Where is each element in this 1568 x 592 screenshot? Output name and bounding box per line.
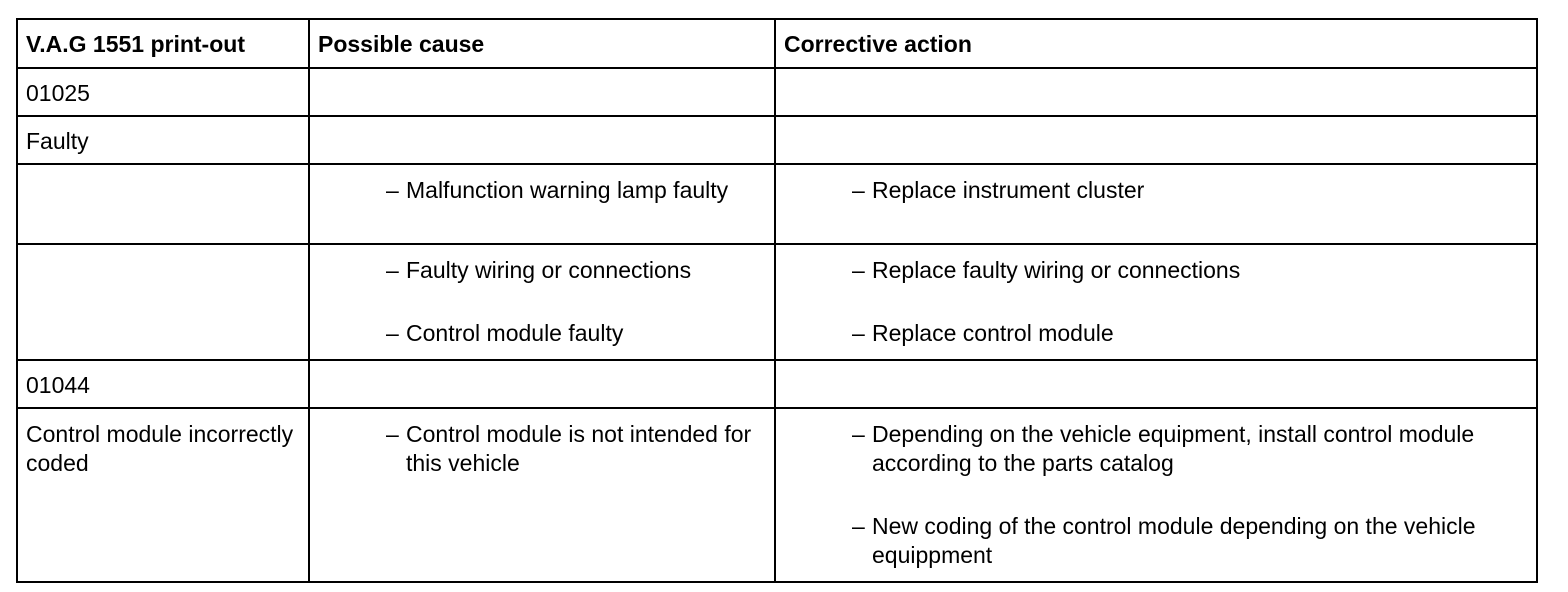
table-row — [17, 116, 1537, 164]
cause-text: Control module is not intended for this vehicle — [406, 421, 752, 476]
table-row — [17, 244, 1537, 360]
action-text: Replace instrument cluster — [872, 177, 1145, 203]
action-cell — [775, 360, 1537, 408]
cause-list — [318, 256, 766, 348]
action-list — [784, 176, 1528, 205]
header-printout: V.A.G 1551 print-out — [17, 19, 309, 68]
cause-text: Faulty wiring or connections — [406, 257, 692, 283]
printout-cell — [17, 164, 309, 244]
cause-text: Malfunction warning lamp faulty — [406, 177, 729, 203]
header-possible-cause: Possible cause — [309, 19, 775, 68]
action-item — [784, 256, 1528, 285]
cause-item — [318, 256, 766, 285]
cause-item — [318, 176, 766, 205]
dash-bullet: – — [852, 513, 865, 539]
cause-item — [318, 319, 766, 348]
printout-cell: Faulty — [17, 116, 309, 164]
action-cell — [775, 68, 1537, 116]
action-item — [784, 420, 1528, 478]
cause-cell — [309, 68, 775, 116]
table-row — [17, 360, 1537, 408]
action-cell — [775, 244, 1537, 360]
dash-bullet: – — [852, 421, 865, 447]
printout-cell: Control module incorrectly coded — [17, 408, 309, 582]
action-cell — [775, 408, 1537, 582]
cause-cell — [309, 116, 775, 164]
cause-item — [318, 420, 766, 478]
action-list — [784, 256, 1528, 348]
table-row — [17, 164, 1537, 244]
table-row — [17, 68, 1537, 116]
action-text: Replace control module — [872, 320, 1114, 346]
cause-text: Control module faulty — [406, 320, 624, 346]
printout-cell: 01025 — [17, 68, 309, 116]
dash-bullet: – — [852, 177, 865, 203]
action-text: Replace faulty wiring or connections — [872, 257, 1241, 283]
cause-cell — [309, 164, 775, 244]
header-row — [17, 19, 1537, 68]
action-list — [784, 420, 1528, 570]
action-item — [784, 512, 1528, 570]
cause-cell — [309, 408, 775, 582]
cause-list — [318, 420, 766, 478]
dash-bullet: – — [386, 257, 399, 283]
table-row — [17, 408, 1537, 582]
dash-bullet: – — [386, 320, 399, 346]
cause-list — [318, 176, 766, 205]
header-corrective-action: Corrective action — [775, 19, 1537, 68]
action-item — [784, 319, 1528, 348]
action-text: Depending on the vehicle equipment, install control module according to the parts catalog — [872, 421, 1475, 476]
dash-bullet: – — [852, 257, 865, 283]
action-cell — [775, 116, 1537, 164]
action-text: New coding of the control module depending on the vehicle equippment — [872, 513, 1476, 568]
action-cell — [775, 164, 1537, 244]
action-item — [784, 176, 1528, 205]
cause-cell — [309, 360, 775, 408]
printout-cell — [17, 244, 309, 360]
fault-table — [16, 18, 1538, 583]
cause-cell — [309, 244, 775, 360]
dash-bullet: – — [386, 177, 399, 203]
dash-bullet: – — [386, 421, 399, 447]
printout-cell: 01044 — [17, 360, 309, 408]
dash-bullet: – — [852, 320, 865, 346]
